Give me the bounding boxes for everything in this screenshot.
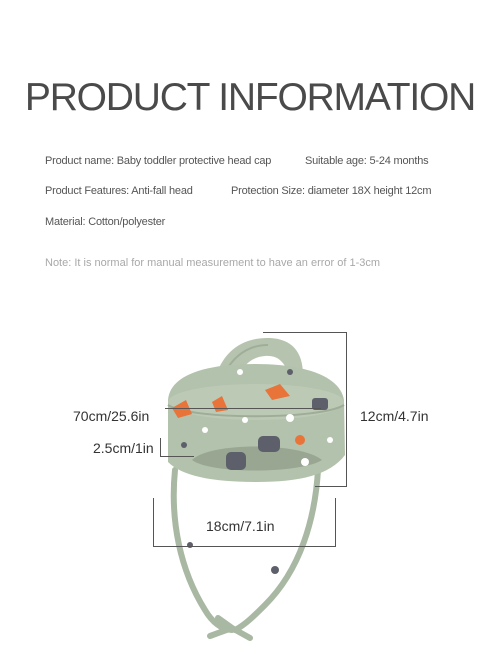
thickness-vertical-line [160,438,161,456]
height-label: 12cm/4.7in [360,408,429,424]
height-top-line [263,332,347,333]
width-left-line [153,498,154,546]
spec-suitable-age: Suitable age: 5-24 months [305,155,429,167]
spec-product-name: Product name: Baby toddler protective head cap [45,155,272,167]
spec-material: Material: Cotton/polyester [45,216,166,228]
thickness-label: 2.5cm/1in [93,440,154,456]
circumference-line [165,408,321,409]
measurement-note: Note: It is normal for manual measurement to have an error of 1-3cm [45,257,381,269]
thickness-line [160,456,194,457]
width-bottom-line [153,546,336,547]
height-vertical-line [346,332,347,487]
page-title: PRODUCT INFORMATION [24,76,476,119]
spec-protection-size: Protection Size: diameter 18X height 12cm [231,185,432,197]
spec-features: Product Features: Anti-fall head [45,185,193,197]
width-right-line [335,498,336,546]
circumference-label: 70cm/25.6in [73,408,150,424]
height-bottom-line [315,486,347,487]
width-label: 18cm/7.1in [206,518,275,534]
